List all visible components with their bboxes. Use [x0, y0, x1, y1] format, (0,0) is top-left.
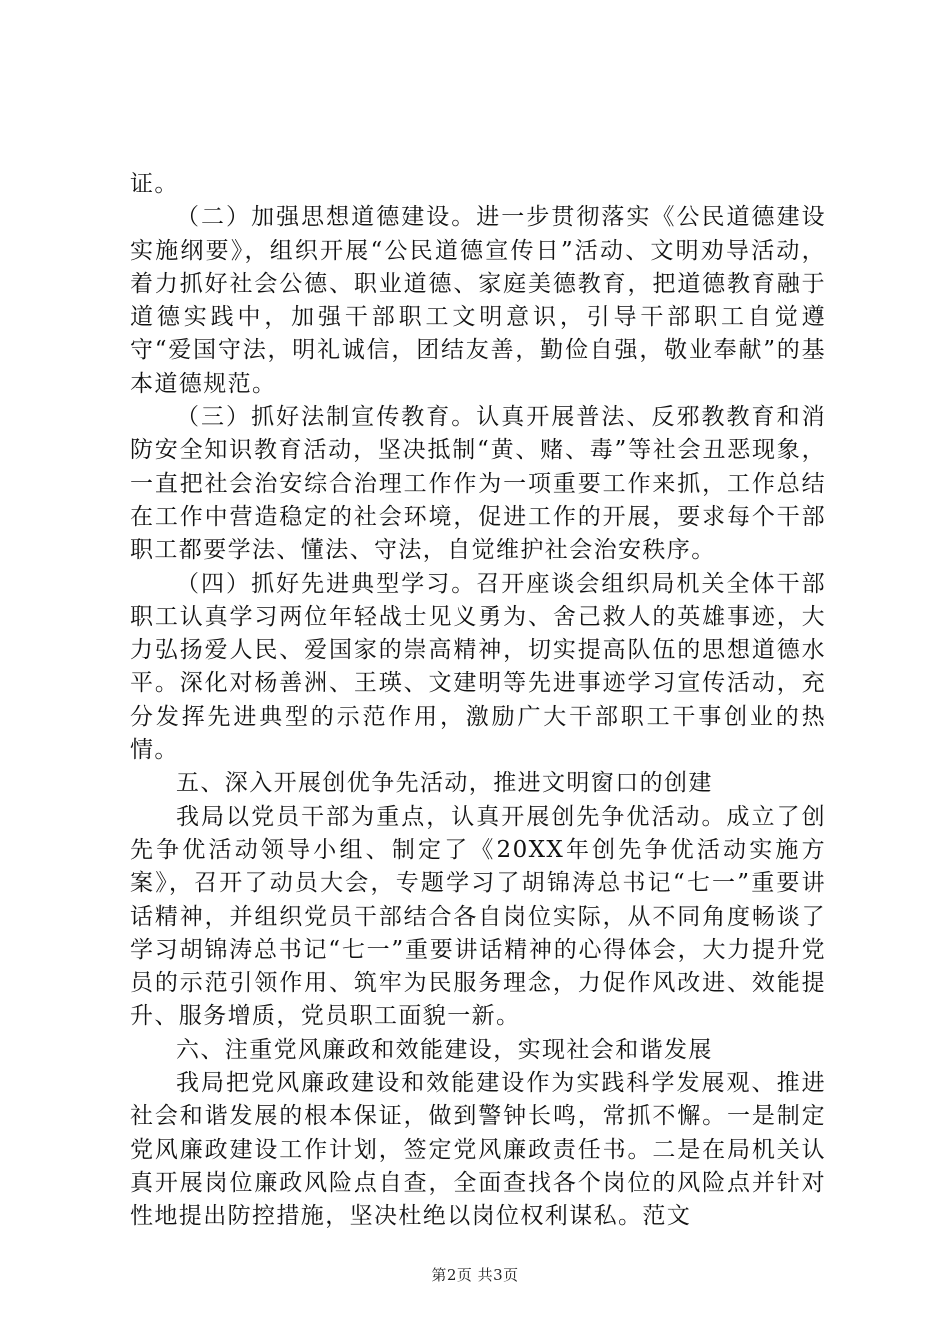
paragraph-excellence-activity: 我局以党员干部为重点，认真开展创先争优活动。成立了创先争优活动领导小组、制定了《20XX年创先争优活动实施方案》，召开了动员大会，专题学习了胡锦涛总书记“七一”重要讲话精神，并组织党员干部结合各自岗位实际，从不同角度畅谈了学习胡锦涛总书记“七一”重要讲话精神的心得体会，大力提升党员的示范引领作用、筑牢为民服务理念，力促作风改进、效能提升、服务增质，党员职工面貌一新。 — [130, 803, 826, 1030]
paragraph-integrity-construction: 我局把党风廉政建设和效能建设作为实践科学发展观、推进社会和谐发展的根本保证，做到警钟长鸣，常抓不懈。一是制定党风廉政建设工作计划，签定党风廉政责任书。二是在局机关认真开展岗位廉政风险点自查，全面查找各个岗位的风险点并针对性地提出防控措施，坚决杜绝以岗位权利谋私。范文 — [130, 1070, 826, 1230]
document-body — [130, 168, 826, 1234]
paragraph-continuation: 证。 — [130, 171, 179, 197]
page-number-footer: 第2页 共3页 — [431, 1266, 519, 1284]
section-heading-five: 五、深入开展创优争先活动，推进文明窗口的创建 — [176, 770, 713, 797]
paragraph-legal-education: （三）抓好法制宣传教育。认真开展普法、反邪教教育和消防安全知识教育活动，坚决抵制“黄、赌、毒”等社会丑恶现象，一直把社会治安综合治理工作作为一项重要工作来抓，工作总结在工作中营造稳定的社会环境，促进工作的开展，要求每个干部职工都要学法、懂法、守法，自觉维护社会治安秩序。 — [130, 404, 826, 564]
paragraph-model-learning: （四）抓好先进典型学习。召开座谈会组织局机关全体干部职工认真学习两位年轻战士见义勇为、舍己救人的英雄事迹，大力弘扬爱人民、爱国家的崇高精神，切实提高队伍的思想道德水平。深化对杨善洲、王瑛、文建明等先进事迹学习宣传活动，充分发挥先进典型的示范作用，激励广大干部职工干事创业的热情。 — [130, 570, 826, 764]
paragraph-moral-construction: （二）加强思想道德建设。进一步贯彻落实《公民道德建设实施纲要》，组织开展“公民道德宣传日”活动、文明劝导活动，着力抓好社会公德、职业道德、家庭美德教育，把道德教育融于道德实践中，加强干部职工文明意识，引导干部职工自觉遵守“爱国守法，明礼诚信，团结友善，勤俭自强，敬业奉献”的基本道德规范。 — [130, 204, 826, 397]
section-heading-six: 六、注重党风廉政和效能建设，实现社会和谐发展 — [176, 1036, 713, 1063]
